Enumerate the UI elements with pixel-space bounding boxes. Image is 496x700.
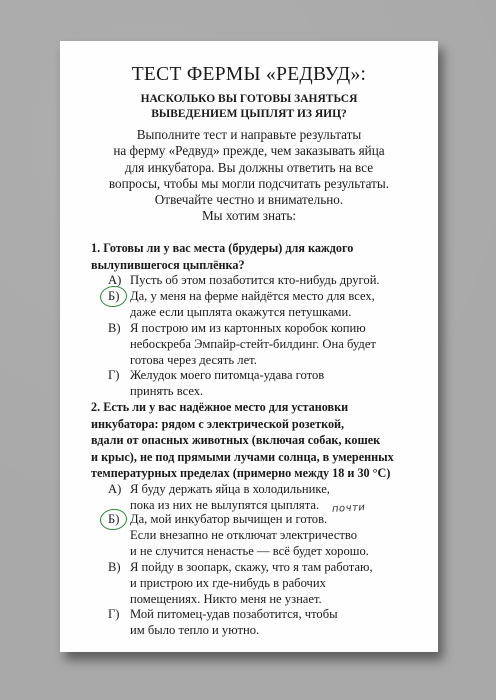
option-line: Я буду держать яйца в холодильнике, xyxy=(130,482,330,496)
question-line: вдали от опасных животных (включая собак, кошек xyxy=(91,433,381,448)
intro-line: Выполните тест и направьте результаты xyxy=(136,127,362,142)
intro-line: Мы хотим знать: xyxy=(201,208,297,224)
question-1 xyxy=(91,240,353,273)
intro-line: вопросы, чтобы мы могли подсчитать результаты. xyxy=(108,175,390,191)
option-line: Желудок моего питомца-удава готов xyxy=(130,368,325,382)
question-line: вылупившегося цыплёнка? xyxy=(91,257,245,272)
option-letter: Б) xyxy=(108,512,120,526)
question-line: инкубатора: рядом с электрической розеткой, xyxy=(91,416,345,431)
option-line: даже если цыплята окажутся петушками. xyxy=(130,304,352,319)
answer-circle-mark xyxy=(99,285,128,309)
page-title: ТЕСТ ФЕРМЫ «РЕДВУД»: xyxy=(131,64,367,85)
intro-line: для инкубатора. Вы должны ответить на все xyxy=(124,159,374,175)
question-2 xyxy=(91,399,394,482)
option-letter: А) xyxy=(108,273,122,287)
option-line: пока из них не вылупятся цыплята. xyxy=(130,497,320,512)
option-line: и пристрою их где-нибудь в рабочих xyxy=(130,575,326,590)
option-line: Я построю им из картонных коробок копию xyxy=(130,321,366,335)
intro-line: на ферму «Редвуд» прежде, чем заказывать яйца xyxy=(113,143,385,159)
subtitle-line: НАСКОЛЬКО ВЫ ГОТОВЫ ЗАНЯТЬСЯ xyxy=(140,93,358,105)
option-line: и не случится ненастье — всё будет хорошо. xyxy=(130,543,369,558)
option-line: Да, мой инкубатор вычищен и готов. xyxy=(130,512,328,526)
option-line: готова через десять лет. xyxy=(130,352,257,367)
document-page xyxy=(60,41,438,652)
subtitle-line: ВЫВЕДЕНИЕМ ЦЫПЛЯТ ИЗ ЯИЦ? xyxy=(151,108,347,120)
question-line: 1. Готовы ли у вас места (брудеры) для каждого xyxy=(91,241,354,255)
option-line: принять всех. xyxy=(130,383,204,398)
page-subtitle xyxy=(60,92,438,122)
handwritten-note: почти xyxy=(331,502,366,515)
option-line: Пусть об этом позаботится кто-нибудь другой. xyxy=(130,273,380,287)
option-line: помещениях. Никто меня не узнает. xyxy=(130,591,322,606)
option-letter: В) xyxy=(108,560,121,574)
option-line: им было тепло и уютно. xyxy=(130,622,260,637)
question-line: и крыс), не под прямыми лучами солнца, в умеренных xyxy=(91,449,394,464)
option-letter: Б) xyxy=(108,289,120,303)
option-letter: А) xyxy=(108,482,122,496)
option-line: Я пойду в зоопарк, скажу, что я там работаю, xyxy=(130,560,373,574)
option-letter: Г) xyxy=(108,368,120,382)
option-line: Да, у меня на ферме найдётся место для всех, xyxy=(130,289,375,303)
option-line: небоскреба Эмпайр-стейт-билдинг. Она будет xyxy=(130,336,376,351)
intro-line: Отвечайте честно и внимательно. xyxy=(154,192,344,208)
option-line: Мой питомец-удав позаботится, чтобы xyxy=(130,607,338,621)
question-line: 2. Есть ли у вас надёжное место для установки xyxy=(91,400,349,414)
answer-circle-mark xyxy=(99,508,128,532)
question-line: температурных пределах (примерно между 18 и 30 °С) xyxy=(91,466,391,481)
option-letter: Г) xyxy=(108,607,120,621)
option-letter: В) xyxy=(108,321,121,335)
intro-paragraph xyxy=(60,127,438,225)
option-line: Если внезапно не отключат электричество xyxy=(130,527,358,542)
